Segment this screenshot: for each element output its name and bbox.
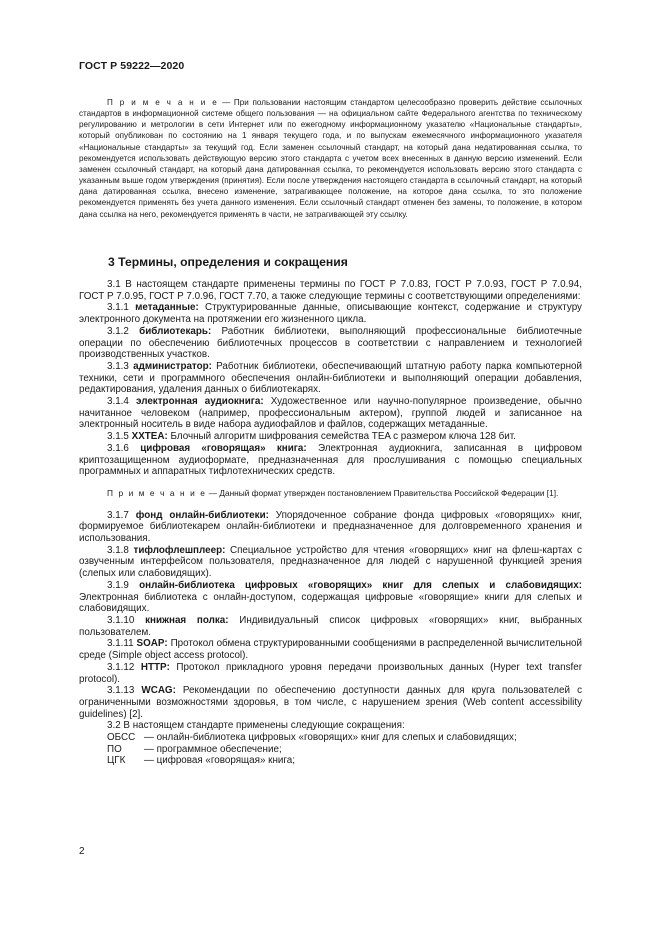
term-number: 3.1.4	[107, 396, 137, 408]
term-number: 3.1.3	[107, 360, 134, 372]
term-definition: Упорядоченное собрание фонда цифровых «говорящих» книг, формируемое библиотекарем онлайн-библиотеки и предназначенное для долговременного хранения и использования.	[79, 509, 582, 545]
note-text: — Данный формат утвержден постановлением Правительства Российской Федерации [1].	[206, 487, 559, 498]
term-word: SOAP:	[136, 638, 168, 650]
abbreviation-row	[107, 744, 582, 756]
term-definition: Специальное устройство для чтения «говорящих» книг на флеш-картах с озвученным интерфейсом пользователя, предназначенное для людей с нарушенной функцией зрения (слепых или слабовидящих).	[79, 544, 582, 580]
term-word: XXTEA:	[131, 431, 168, 443]
terms-intro: 3.1 В настоящем стандарте применены термины по ГОСТ Р 7.0.83, ГОСТ Р 7.0.93, ГОСТ Р 7.0.94, ГОСТ Р 7.0.95, ГОСТ Р 7.0.96, ГОСТ 7.70, а также следующие термины с соответствующими определениями:	[79, 279, 582, 302]
abbreviation: ОБСС	[107, 732, 136, 744]
term-item	[79, 615, 582, 638]
term-word: книжная полка:	[145, 614, 229, 626]
term-word: онлайн-библиотека цифровых «говорящих» книг для слепых и слабовидящих:	[139, 579, 582, 591]
term-word: библиотекарь:	[139, 325, 212, 337]
term-definition: Работник библиотеки, выполняющий профессиональные библиотечные операции по обеспечению библиотечных процессов в соответствии с направлением и технологией производственных участков.	[79, 325, 582, 361]
term-definition: Электронная библиотека с онлайн-доступом, содержащая цифровые «говорящие» книги для слепых и слабовидящих.	[79, 591, 582, 615]
term-item	[79, 431, 582, 443]
abbreviation-row	[107, 755, 582, 767]
term-word: администратор:	[133, 360, 212, 372]
term-definition: Художественное или научно-популярное произведение, обычно начитанное человеком (например, профессиональным актером), группой людей и записанное на электронный носитель в виде набора аудиофайлов и файлов, содержащих метаданные.	[79, 396, 582, 431]
section-body	[79, 279, 582, 767]
reference-note	[79, 97, 582, 220]
term-word: цифровая «говорящая» книга:	[140, 442, 307, 454]
term-item	[79, 443, 582, 478]
term-definition: Индивидуальный список цифровых «говорящих» книг, выбранных пользователем.	[79, 614, 582, 638]
format-note	[79, 488, 582, 500]
term-item	[79, 638, 582, 661]
term-item	[79, 510, 582, 545]
abbreviation-row	[107, 732, 582, 744]
term-number: 3.1.9	[107, 579, 140, 591]
term-definition: Электронная аудиокнига, записанная в цифровом криптозащищенном аудиоформате, предназначенная для прослушивания с помощью специальных программных и аппаратных тифлотехнических средств.	[79, 442, 582, 478]
term-word: WCAG:	[141, 685, 176, 697]
abbreviation-definition: — онлайн-библиотека цифровых «говорящих» книг для слепых и слабовидящих;	[144, 732, 517, 744]
term-number: 3.1.2	[107, 325, 140, 337]
term-item	[79, 302, 582, 325]
section-title: 3 Термины, определения и сокращения	[108, 255, 348, 269]
abbreviation-definition: — цифровая «говорящая» книга;	[144, 755, 295, 767]
page-number: 2	[79, 846, 85, 857]
term-definition: Работник библиотеки, обеспечивающий штатную работу парка компьютерной техники, сети и программного обеспечения онлайн-библиотеки и выполняющий операции добавления, редактирования, удаления данных о библиотекарях.	[79, 360, 582, 396]
term-word: HTTP:	[140, 661, 170, 673]
note-text: — При пользовании настоящим стандартом целесообразно проверить действие ссылочных стандартов в информационной системе общего пользования — на официальном сайте Федерального агентства по техническому регулированию и метрологии в сети Интернет или по ежегодному информационному указателю «Национальные стандарты», который опубликован по состоянию на 1 января текущего года, и по выпускам ежемесячного информационного указателя «Национальные стандарты» за текущий год. Если заменен ссылочный стандарт, на который дана недатированная ссылка, то рекомендуется использовать действующую версию этого стандарта с учетом всех внесенных в данную версию изменений. Если заменен ссылочный стандарт, на который дана датированная ссылка, то рекомендуется использовать версию этого стандарта с указанным выше годом утверждения (принятия). Если после утверждения настоящего стандарта в ссылочный стандарт, на который дана датированная ссылка, внесено изменение, затрагивающее положение, на которое дана ссылка, то это положение рекомендуется применять без учета данного изменения. Если ссылочный стандарт отменен без замены, то положение, в котором дана ссылка на него, рекомендуется применять в части, не затрагивающей эту ссылку.	[79, 98, 582, 219]
abbreviations-intro: 3.2 В настоящем стандарте применены следующие сокращения:	[107, 720, 405, 732]
standard-header: ГОСТ Р 59222—2020	[79, 60, 185, 72]
term-item	[79, 361, 582, 396]
term-number: 3.1.11	[107, 638, 137, 650]
term-definition: Протокол прикладного уровня передачи произвольных данных (Hyper text transfer protocol).	[79, 661, 582, 685]
term-definition: Рекомендации по обеспечению доступности данных для круга пользователей с ограниченными возможностями здоровья, в том числе, с нарушением зрения (Web content accessibility guidelines) [2].	[79, 685, 582, 720]
term-item	[79, 685, 582, 720]
term-word: тифлофлешплеер:	[133, 544, 226, 556]
abbreviation-definition: — программное обеспечение;	[144, 743, 282, 755]
term-definition: Блочный алгоритм шифрования семейства TEA с размером ключа 128 бит.	[167, 431, 516, 443]
term-number: 3.1.13	[107, 685, 142, 697]
term-word: фонд онлайн-библиотеки:	[135, 509, 269, 521]
term-item	[79, 662, 582, 685]
term-word: метаданные:	[135, 302, 199, 314]
term-item	[79, 580, 582, 615]
term-number: 3.1.10	[107, 614, 146, 626]
term-word: электронная аудиокнига:	[136, 396, 264, 408]
term-item	[79, 396, 582, 431]
term-definition: Структурированные данные, описывающие контекст, содержание и структуру электронного документа на протяжении его жизненного цикла.	[79, 302, 582, 326]
term-number: 3.1.1	[107, 302, 136, 314]
term-number: 3.1.5	[107, 431, 132, 443]
term-number: 3.1.7	[107, 509, 136, 521]
note-label: П р и м е ч а н и е	[107, 98, 219, 107]
abbreviation: ПО	[107, 743, 122, 755]
reference-note-paragraph	[79, 97, 582, 220]
term-item	[79, 326, 582, 361]
term-number: 3.1.6	[107, 442, 141, 454]
note-label: П р и м е ч а н и е	[107, 487, 207, 498]
term-number: 3.1.8	[107, 544, 134, 556]
term-item	[79, 545, 582, 580]
abbreviation: ЦГК	[107, 755, 126, 767]
term-definition: Протокол обмена структурированными сообщениями в распределенной вычислительной среде (Simple object access protocol).	[79, 638, 583, 662]
term-number: 3.1.12	[107, 661, 141, 673]
